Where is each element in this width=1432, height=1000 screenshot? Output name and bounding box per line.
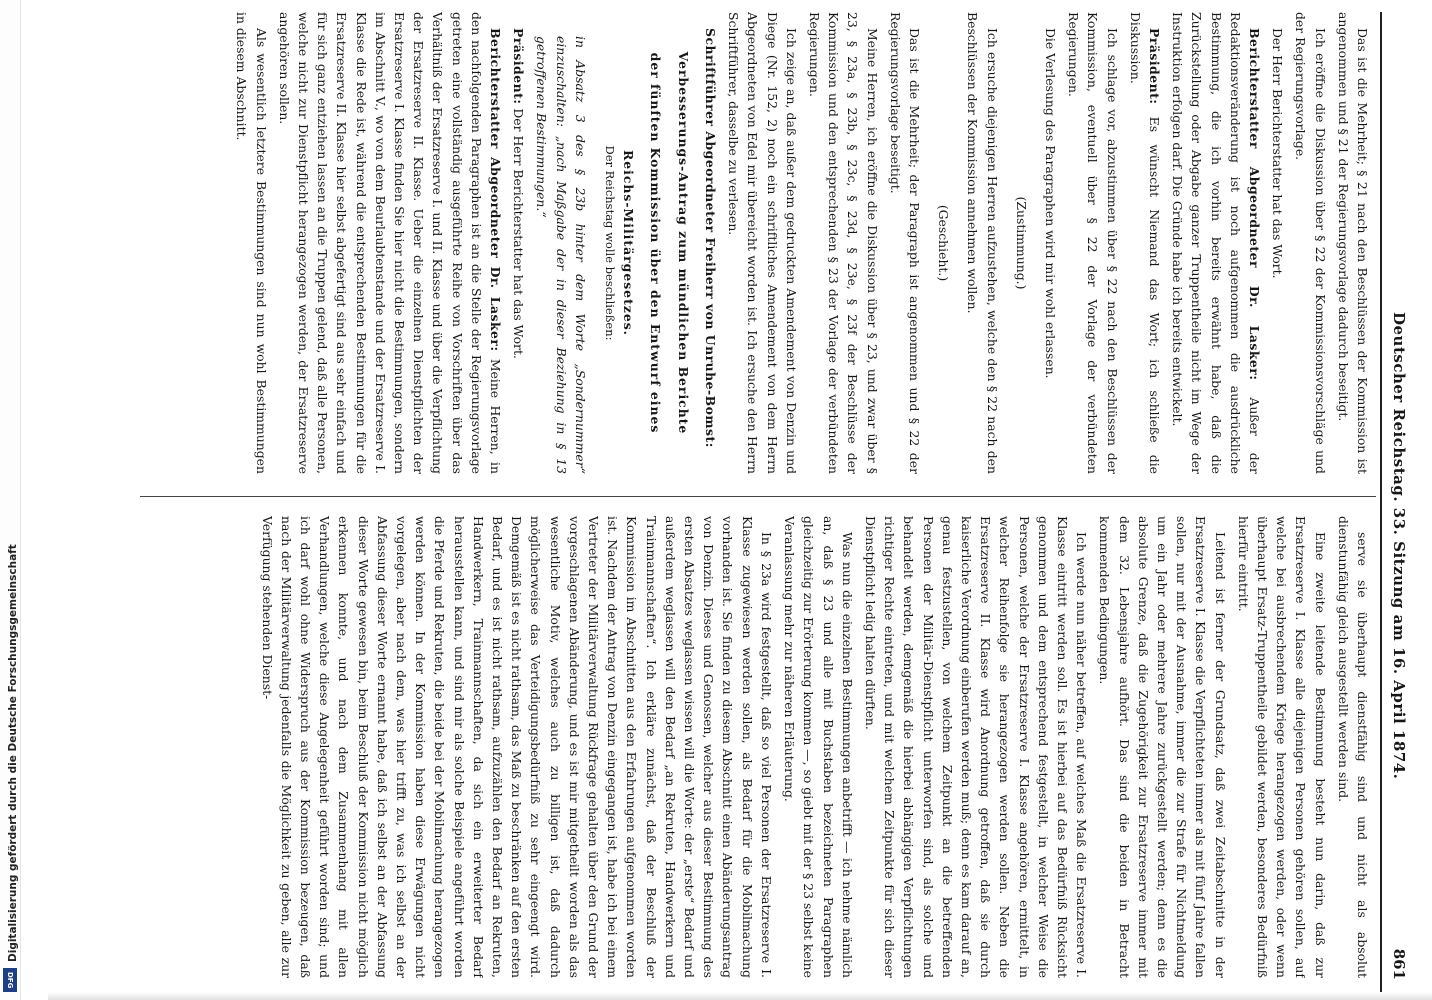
column-divider [140,496,1376,497]
paragraph-text: Die Verlesung des Paragraphen wird mir wohl erlassen. [1042,28,1058,379]
paragraph-text: der fünften Kommission über den Entwurf eines [648,52,664,434]
text-paragraph [509,12,528,474]
motion-heading [619,12,638,474]
text-paragraph [1334,12,1372,474]
text-paragraph [934,12,953,474]
right-column [142,516,1372,978]
running-head: Deutscher Reichstag. 33. Sitzung am 16. April 1874. [1390,312,1408,780]
paragraph-text: Das ist die Mehrheit; der Paragraph ist angenommen und § 22 der Regierungsvorlage beseitigt. [887,12,922,474]
paragraph-text: Der Herr Berichterstatter hat das Wort. [511,108,527,359]
paragraph-text: Ich zeige an, daß außer dem gedruckten Amendement von Denzin und Diege (Nr. 152, 2) noch ein schriftliches Amendement von dem Herrn Abgeordneten von Edel mir übereicht worden ist. Ich ersuche den Herrn Schriftführer, dasselbe zu verlesen. [726,12,799,474]
dfg-logo-icon: DFG [3,968,17,992]
digitization-notice: Digitalisierung gefördert durch die Deutsche Forschungsgemeinschaft [7,544,19,962]
paragraph-text: Der Herr Berichterstatter hat das Wort. [1270,28,1286,279]
left-column [142,12,1372,474]
paragraph-text: Leitend ist ferner der Grundsatz, daß zwei Zeitabschnitte in der Ersatzreserve I. Klasse die Verpflichteten immer als mit fünf Jahre fallen sollen, nur mit der Ausnahme, immer die zur Strafe für Nichtmeldung um ein Jahr oder mehrere Jahre zurückgestellt werden; denn es die absolute Grenze, daß die Zugehörigkeit zur Ersatzreserve immer mit dem 32. Lebensjahre aufhört. Das sind die beiden in Betracht kommenden Bedingungen. [1097,516,1228,978]
text-paragraph [861,516,1091,978]
text-paragraph [1126,12,1164,474]
paragraph-text: Es wünscht Niemand das Wort; ich schließe die Diskussion. [1127,12,1162,474]
paragraph-text: Meine Herren, in den nachfolgenden Paragraphen ist an die Stelle der Regierungsvorlage getreten eine vollständig ausgeführte Reihe von Vorschriften über das Verhältniß der Ersatzreserve I. und II. Klasse und über die Verpflichtung der Ersatzreserve II. Klasse. Ueber die einzelnen Dienstpflichten der Ersatzreserve I. Klasse finden Sie hier nicht die Bestimmungen, sondern im Abschnitt V., wo von dem Beurlaubtenstande und der Ersatzreserve I. Klasse die Rede ist, während die entsprechenden Bestimmungen für die Ersatzreserve II. Klasse hier selbst abgefertigt sind aus sehr einfach und für sich ganz entziehen lassen an die Truppen gelend, daß alle Personen, welche nicht zur Dienstpflicht herangezogen werden, der Ersatzreserve angehören sollen. [276,12,504,474]
scanned-page [24,0,1432,1000]
page-number: 861 [1390,948,1408,980]
speaker-name: Präsident: [511,28,527,105]
text-paragraph [232,12,270,474]
paragraph-text: in Absatz 3 des § 23b hinter dem Worte „Sondernummer“ einzuschalten: „nach Maßgabe der in dieser Beziehung in § 13 getroffenen Bestimmungen.“ [534,36,588,474]
text-paragraph [1168,12,1264,474]
text-paragraph [1064,12,1122,474]
speaker-name: Berichterstatter Abgeordneter Dr. Lasker: [1246,28,1262,381]
text-paragraph [1291,12,1329,474]
text-paragraph [1234,516,1330,978]
dfg-funding-strip [0,0,21,1000]
text-paragraph [1334,516,1372,978]
speaker-name: Schriftführer Abgeordneter Freiherr von Unruhe-Bomst: [702,28,718,448]
motion-heading [646,12,665,474]
paragraph-text: Ich eröffne die Diskussion über § 22 der Kommissionsvorschläge und der Regierungsvorlage. [1293,12,1328,474]
text-paragraph [257,516,775,978]
paragraph-text: Ich ersuche diejenigen Herren aufzustehen, welche den § 22 nach den Beschlüssen der Kommission annehmen wollen. [965,12,1000,474]
text-paragraph [963,12,1001,474]
paragraph-text: Außer der Redaktionsveränderung ist noch aufgenommen die ausdrückliche Bestimmung, die ich vorhin bereits erwähnt habe, daß die Zurückstellung oder Abgabe ganzer Truppentheile nicht im Wege der Instruktion erfolgen darf. Die Gründe habe ich bereits entwickelt. [1170,12,1262,474]
text-paragraph [805,12,882,474]
paragraph-text: (Zustimmung.) [1013,196,1029,290]
text-paragraph [886,12,924,474]
text-paragraph [780,516,857,978]
text-paragraph [724,12,801,474]
paragraph-text: Was nun die einzelnen Bestimmungen anbetrifft — ich nehme nämlich an, daß § 23 und alle mit Buchstaben bezeichneten Paragraphen gleichzeitig zur Erörterung kommen —, so giebt mit der § 23 selbst keine Veranlassung mehr zur näheren Erläuterung. [782,516,855,978]
paragraph-text: Verbesserungs-Antrag zum mündlichen Berichte [675,51,691,435]
speaker-name: Berichterstatter Abgeordneter Dr. Lasker: [488,28,504,352]
paragraph-text: serve sie überhaupt dienstfähig sind und nicht als absolut dienstunfähig gleich ausgestellt werden sind. [1335,516,1370,978]
paragraph-text: Eine zweite leitende Bestimmung besteht nun darin, daß zur Ersatzreserve I. Klasse alle diejenigen Personen gehören sollen, auf welche bei ausbrechendem Kriege herangezogen werden, oder wenn überhaupt Ersatz-Truppentheile gebildet werden, besonderes Bedürfniß hierfür eintritt. [1235,516,1328,978]
page-edge [48,992,1432,1000]
paragraph-text: Der Reichstag wolle beschließen: [603,145,618,341]
text-paragraph [275,12,505,474]
paragraph-text: In § 23a wird festgestellt, daß so viel Personen der Ersatzreserve I. Klasse zugewiesen werden sollen, als Bedarf für die Mobilmachung vorhanden ist. Sie finden zu diesem Abschnitt einen Abänderungsantrag von Denzin. Dieses und Genossen, welcher aus dieser Bestimmung des ersten Absatzes weglassen wissen will die Worte: der „erste“ Bedarf und außerdem weglassen will den Bedarf „an Rekruten, Handwerkern und Trainmannschaften“. Ich erkläre zunächst, daß der Beschluß der Kommission im Abschnitten aus den Erfahrungen aufgenommen worden ist. Nachdem der Antrag von Denzin eingegangen ist, habe ich bei einem Vertreter der Militärverwaltung Rückfrage gehalten über den Grund der vorgeschlagenen Abänderung, und es ist mir mitgetheilt worden als das wesentliche Motiv, welches auch zu billigen ist, daß dadurch möglicherweise das Verteidigungsbedürfniß zu sehr eingeengt wird. Demgemäß ist es nicht rathsam, das Maß zu beschränken auf den ersten Bedarf, und es ist nicht rathsam, aufzuzählen den Bedarf an Rekruten, Handwerkern, Trainmannschaften, da sich ein erweiterter Bedarf herausstellen kann, und sind mir als solche Beispiele angeführt worden die Pferde und Rekruten, die beide bei der Mobilmachung herangezogen werden können. In der Kommission haben diese Erwägungen nicht vorgelegen, aber nach dem, was hier trifft zu, was ich selbst an der Abfassung dieser Worte ernannt habe, daß ich selbst an der Abfassung dieser Worte gewesen bin, beim Beschluß der Kommission nicht möglich erkennen konnte, und nach dem Zusammenhang mit allen Verhandlungen, welche diese Angelegenheit geführt worden sind; und ich darf wohl ohne Widerspruch aus der Kommission bezeugen, daß nach der Militärverwaltung jedenfalls die Möglichkeit zu geben, alle zur Verfügung stehenden Dienst- [259,516,774,978]
text-paragraph [701,12,720,474]
paragraph-text: Ich schlage vor, abzustimmen über § 22 nach den Beschlüssen der Kommission, eventuell über § 22 der Vorlage der verbündeten Regierungen. [1066,12,1120,474]
text-paragraph [1095,516,1229,978]
text-paragraph [1041,12,1060,474]
text-paragraph [532,12,590,474]
paragraph-text: Ich werde nun näher betreffen, auf welches Maß die Ersatzreserve I. Klasse eintritt werden soll. Es ist hierbei auf das Bedürfniß Rücksicht genommen und dem entsprechend festgestellt, in welcher Weise die Personen, welche der Ersatzreserve I. Klasse angehören, ermittelt, in welcher Reihenfolge sie herangezogen werden sollen. Neben die Ersatzreserve II. Klasse wird Anordnung getroffen, daß sie durch kaiserliche Verordnung einberufen werden muß; denn es kam darauf an, genau festzustellen, von welchem Zeitpunkt an die betreffenden Personen der Militär-Dienstpflicht unterworfen sind, als solche und behandelt werden, demgemäß die hierbei abhängigen Verpflichtungen richtiger Rechte eintreten, und mit welchem Zeitpunkte für sich dieser Dienstpflicht ledig halten dürften. [862,516,1090,978]
page-header [1380,12,1414,992]
paragraph-text: Meine Herren, ich eröffne die Diskussion über § 23, und zwar über § 23, § 23a, § 23b, § 23c, § 23d, § 23e, § 23f der Beschlüsse der Kommission und den entsprechenden § 23 der Vorlage der verbündeten Regierungen. [806,12,880,474]
text-paragraph [1268,12,1287,474]
motion-heading [674,12,693,474]
paragraph-text: Reichs-Militärgesetzes. [621,149,637,336]
paragraph-text: (Geschieht.) [936,204,952,282]
rotated-sheet [134,12,1414,992]
text-paragraph [600,12,619,474]
text-paragraph [1012,12,1031,474]
paragraph-text: Als wesentlich letztere Bestimmungen sind nun wohl Bestimmungen in diesem Abschnitt. [234,12,269,474]
speaker-name: Präsident: [1146,28,1162,105]
paragraph-text: Das ist die Mehrheit; § 21 nach den Beschlüssen der Kommission ist angenommen und § 21 der Regierungsvorlage dadurch beseitigt. [1335,12,1370,474]
